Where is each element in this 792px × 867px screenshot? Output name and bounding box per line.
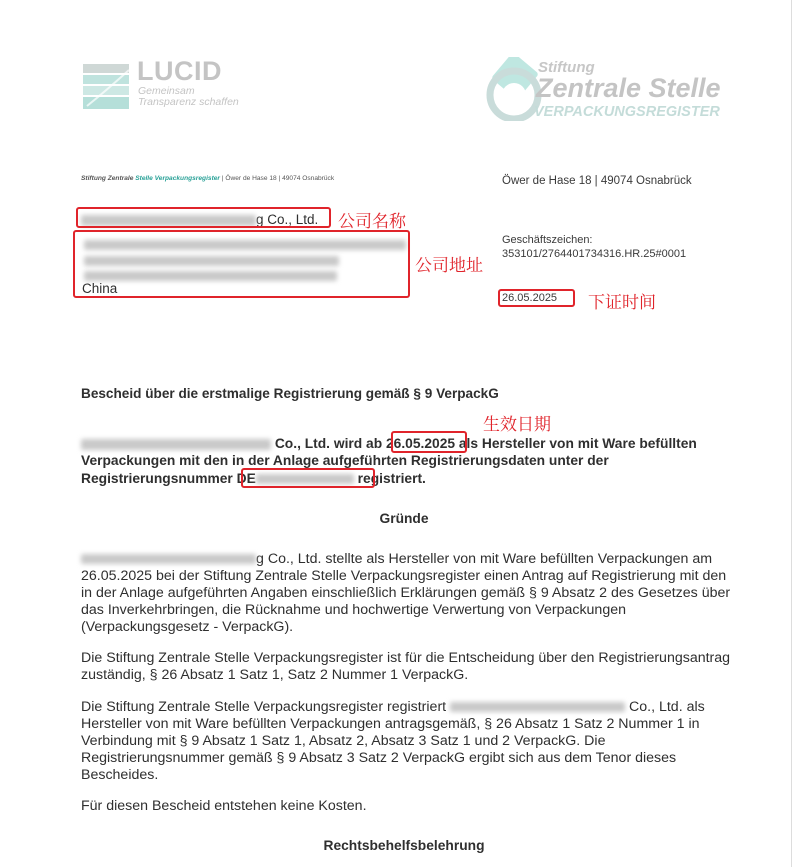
lucid-logo bbox=[81, 58, 246, 114]
decision-line-2: Verpackungen mit den in der Anlage aufgeführten Registrierungsdaten unter der bbox=[81, 453, 609, 468]
p1-first: g Co., Ltd. stellte als Hersteller von mit Ware befüllten Verpackungen am bbox=[256, 551, 713, 567]
paragraph-4: Für diesen Bescheid entstehen keine Kosten. bbox=[81, 798, 367, 814]
paragraph-1: 26.05.2025 bei der Stiftung Zentrale Stelle Verpackungsregister einen Antrag auf Registrierung mit den in der Anlage aufgeführten Angaben einschließlich Erklärungen gemäß § 9 Absatz 2 des Gesetzes über das Inverkehrbringen, die Rücknahme und hochwertige Verwertung von Verpackungen (Verpackungsgesetz - VerpackG). bbox=[81, 568, 731, 635]
company-name-annotation: 公司名称 bbox=[338, 212, 406, 232]
issue-date-annotation: 下证时间 bbox=[588, 293, 656, 313]
effective-date-annotation: 生效日期 bbox=[483, 415, 551, 435]
paragraph-2: Die Stiftung Zentrale Stelle Verpackungsregister ist für die Entscheidung über den Registrierungsantrag zuständig, § 26 Absatz 1 Satz 1, Satz 2 Nummer 1 VerpackG. bbox=[81, 650, 731, 683]
sender-part3: | Öwer de Hase 18 | 49074 Osnabrück bbox=[220, 175, 335, 182]
decision-line3-post: registriert. bbox=[353, 471, 426, 486]
paragraph-3: Hersteller von mit Ware befüllten Verpackungen antragsgemäß, § 26 Absatz 1 Satz 2 Nummer 1 in Verbindung mit § 9 Absatz 1 Satz 1, Absatz 2, Absatz 3 Satz 1 und 2 VerpackG. Die Registrierungsnummer gemäß § 9 Absatz 3 Satz 2 VerpackG ergibt sich aus dem Tenor dieses Bescheides. bbox=[81, 716, 700, 783]
decision-part2: als Hersteller von mit Ware befüllten bbox=[455, 436, 697, 451]
p3-first-suffix: Co., Ltd. als bbox=[625, 699, 705, 715]
legal-heading: Rechtsbehelfsbelehrung bbox=[323, 838, 485, 853]
zsvr-line1: Stiftung bbox=[538, 59, 595, 76]
redacted-company-p1 bbox=[81, 554, 256, 564]
sender-line bbox=[81, 175, 334, 182]
company-address-annotation: 公司地址 bbox=[415, 256, 483, 276]
company-address-box bbox=[73, 230, 410, 298]
p3-first: Die Stiftung Zentrale Stelle Verpackungsregister registriert bbox=[81, 699, 451, 715]
recipient-company-suffix: g Co., Ltd. bbox=[256, 212, 319, 227]
lucid-logo-icon bbox=[81, 60, 133, 112]
lucid-tagline-2: Transparenz schaffen bbox=[138, 96, 239, 108]
registration-number-prefix: DE bbox=[236, 471, 256, 486]
reference-label: Geschäftszeichen: bbox=[502, 234, 593, 246]
effective-date: 26.05.2025 bbox=[385, 436, 456, 451]
issue-date: 26.05.2025 bbox=[502, 292, 558, 304]
zsvr-line3: VERPACKUNGSREGISTER bbox=[534, 104, 720, 120]
redacted-company-p3 bbox=[450, 702, 625, 712]
reasons-heading: Gründe bbox=[379, 511, 429, 526]
reference-value: 353101/2764401734316.HR.25#0001 bbox=[502, 248, 687, 260]
decision-line3-pre: Registrierungsnummer bbox=[81, 471, 237, 486]
sender-part2: Stelle Verpackungsregister bbox=[135, 175, 220, 182]
sender-part1: Stiftung Zentrale bbox=[81, 175, 136, 182]
company-name-box bbox=[76, 207, 331, 228]
issue-date-box bbox=[498, 289, 575, 307]
zsvr-line2: Zentrale Stelle bbox=[536, 73, 721, 103]
recipient-country: China bbox=[82, 281, 118, 296]
lucid-name: LUCID bbox=[137, 56, 222, 86]
header-address: Öwer de Hase 18 | 49074 Osnabrück bbox=[502, 175, 692, 187]
subject-heading: Bescheid über die erstmalige Registrierung gemäß § 9 VerpackG bbox=[81, 386, 499, 401]
decision-part1: Co., Ltd. wird ab bbox=[274, 436, 386, 451]
paragraph-1-first-line bbox=[81, 551, 712, 567]
paragraph-3-first-line bbox=[81, 699, 705, 715]
lucid-tagline-1: Gemeinsam bbox=[138, 85, 195, 97]
decision-line-1 bbox=[81, 436, 697, 451]
redacted-company-bold bbox=[81, 439, 271, 450]
zsvr-logo bbox=[484, 57, 744, 123]
effective-date-box bbox=[391, 431, 467, 453]
registration-number-box bbox=[241, 468, 375, 488]
